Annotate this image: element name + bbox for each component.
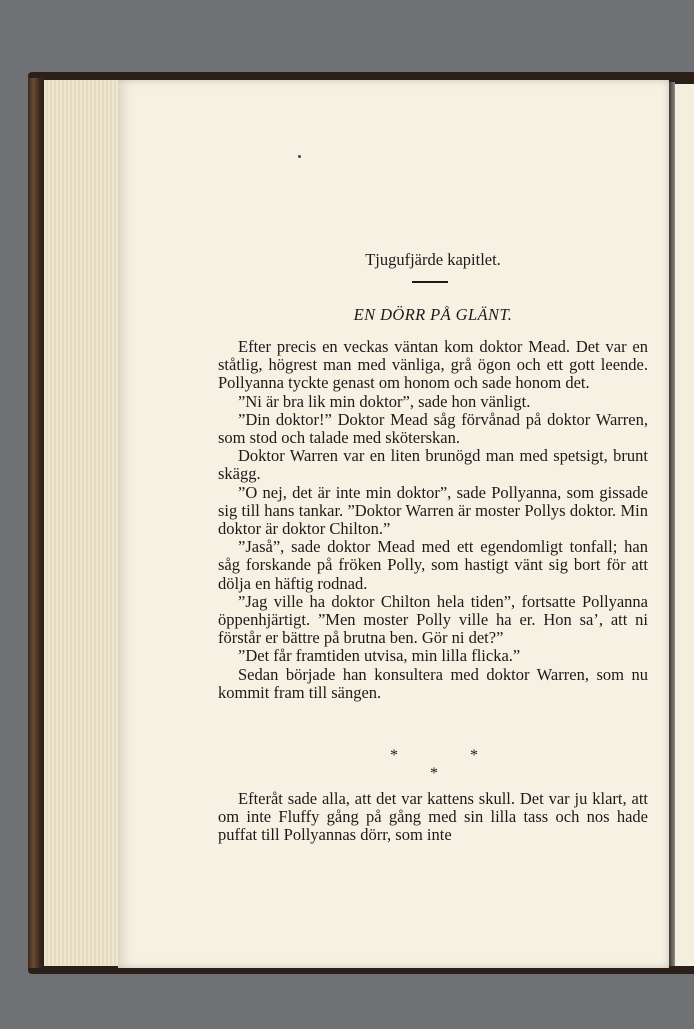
continued-body (218, 790, 648, 845)
paragraph: ”Ni är bra lik min doktor”, sade hon vänligt. (238, 391, 531, 411)
section-star: * (390, 747, 398, 764)
chapter-body (218, 338, 648, 702)
paragraph: Doktor Warren var en liten brunögd man med spetsigt, brunt skägg. (218, 446, 648, 484)
chapter-label: Tjugufjärde kapitlet. (365, 250, 501, 269)
section-star: * (430, 765, 438, 782)
book-spine-edge (28, 78, 44, 968)
paragraph: ”Jaså”, sade doktor Mead med ett egendomligt tonfall; han såg forskande på fröken Polly, som hastigt vänt sig bort för att dölja en häftig rodnad. (218, 537, 648, 593)
paragraph: ”Jag ville ha doktor Chilton hela tiden”, fortsatte Pollyanna öppenhjärtigt. ”Men moster Polly ville ha er. Hon sa’, att ni förstår er bättre på brutna ben. Gör ni det?” (218, 591, 648, 648)
paragraph: ”O nej, det är inte min doktor”, sade Pollyanna, som gissade sig till hans tankar. ”Doktor Warren är moster Pollys doktor. Min doktor är doktor Chilton.” (218, 482, 648, 539)
chapter-title: EN DÖRR PÅ GLÄNT. (353, 305, 513, 324)
book-page (118, 80, 669, 968)
paragraph: ”Din doktor!” Doktor Mead såg förvånad på doktor Warren, som stod och talade med sköterskan. (218, 409, 648, 448)
paragraph: Sedan började han konsultera med doktor Warren, som nu kommit fram till sängen. (218, 664, 648, 702)
chapter-divider (412, 281, 448, 283)
ink-speck (298, 155, 301, 158)
facing-page-edge (675, 84, 694, 966)
paragraph: Efter precis en veckas väntan kom doktor Mead. Det var en ståtlig, högrest man med vänliga, grå ögon och ett gott leende. Pollyanna tyckte genast om honom och sade honom det. (218, 337, 648, 393)
paragraph: Efteråt sade alla, att det var kattens skull. Det var ju klart, att om inte Fluffy gång på gång med sin lilla tass och nos hade puffat till Pollyannas dörr, som inte (218, 789, 648, 845)
section-break (218, 745, 648, 785)
section-star: * (470, 747, 478, 764)
paragraph: ”Det får framtiden utvisa, min lilla flicka.” (238, 646, 521, 666)
page-edges (44, 80, 121, 966)
